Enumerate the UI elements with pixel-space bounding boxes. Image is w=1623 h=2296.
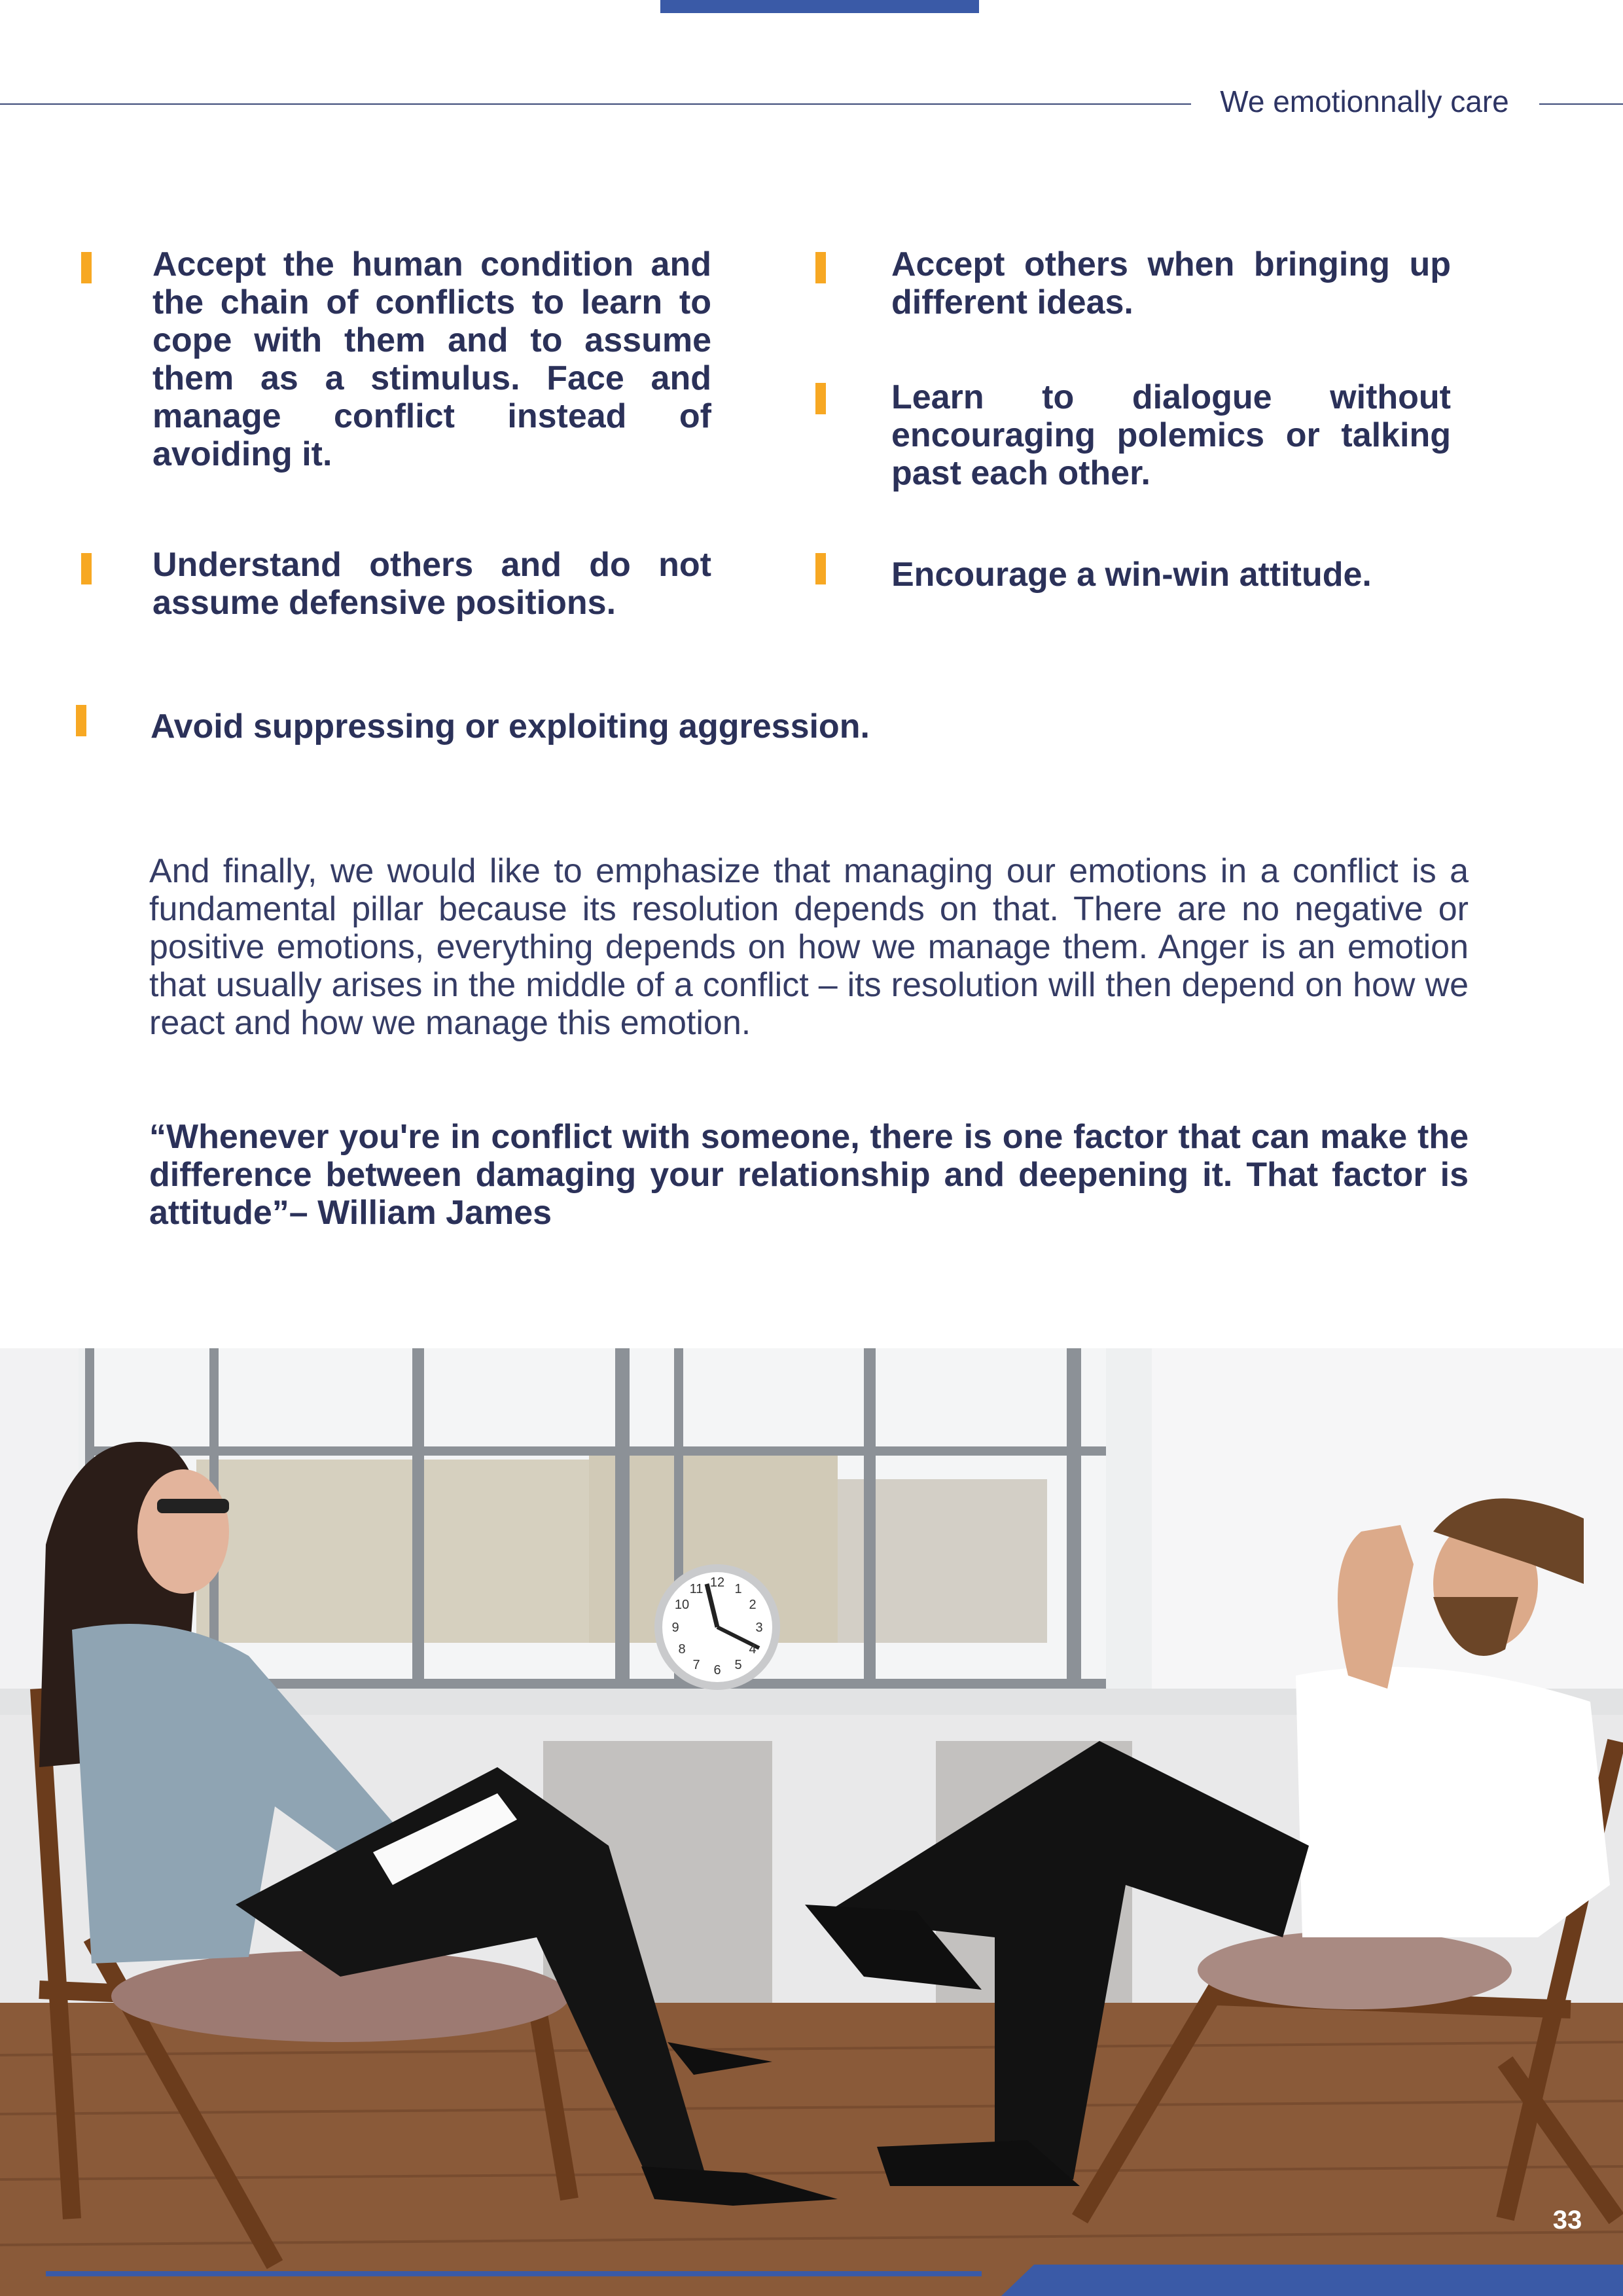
therapy-session-photo <box>0 1348 1623 2296</box>
bullet-item-understand-others: Understand others and do not assume defensive positions. <box>152 546 711 622</box>
clock-numeral: 9 <box>671 1621 679 1635</box>
clock-numeral: 10 <box>674 1598 690 1612</box>
top-accent-tab <box>660 0 979 13</box>
closing-paragraph: And finally, we would like to emphasize that managing our emotions in a conflict is a fundamental pillar because its resolution depends on that. There are no negative or positive emotions, everything depends on how we manage them. Anger is an emotion that usually arises in the middle of a conflict – its resolution will then depend on how we react and how we manage this emotion. <box>149 852 1469 1042</box>
bullet-marker <box>815 252 826 283</box>
bullet-item-accept-others: Accept others when bringing up different ideas. <box>891 245 1451 321</box>
clock-numeral: 2 <box>749 1598 757 1612</box>
bullet-marker <box>815 553 826 584</box>
bullet-item-avoid-aggression: Avoid suppressing or exploiting aggression. <box>151 708 870 745</box>
bullet-item-accept-human-condition: Accept the human condition and the chain of conflicts to learn to cope with them and to assume them as a stimulus. Face and manage conflict instead of avoiding it. <box>152 245 711 473</box>
bullet-item-learn-to-dialogue: Learn to dialogue without encouraging polemics or talking past each other. <box>891 378 1451 492</box>
clock-numeral: 7 <box>692 1658 700 1672</box>
bullet-marker <box>815 383 826 414</box>
clock-numeral: 6 <box>713 1663 721 1677</box>
bullet-item-win-win: Encourage a win-win attitude. <box>891 556 1372 594</box>
clock-numeral: 12 <box>709 1575 725 1590</box>
page-number: 33 <box>1552 2206 1582 2234</box>
bullet-marker <box>76 705 86 736</box>
bullet-marker <box>81 553 92 584</box>
clock-numeral: 1 <box>734 1582 742 1596</box>
clock-numeral: 8 <box>678 1642 686 1657</box>
bullet-marker <box>81 252 92 283</box>
clock-numeral: 3 <box>755 1621 763 1635</box>
clock-numeral: 4 <box>749 1642 757 1657</box>
header-rule-right <box>1539 103 1623 105</box>
header-title: We emotionnally care <box>1220 84 1509 118</box>
quote-william-james: “Whenever you're in conflict with someone, there is one factor that can make the difference between damaging your relationship and deepening it. That factor is attitude”– William James <box>149 1118 1469 1232</box>
footer-accent-line <box>46 2271 982 2276</box>
clock-numeral: 5 <box>734 1658 742 1672</box>
header-rule-left <box>0 103 1191 105</box>
clock-numeral: 11 <box>689 1582 704 1596</box>
